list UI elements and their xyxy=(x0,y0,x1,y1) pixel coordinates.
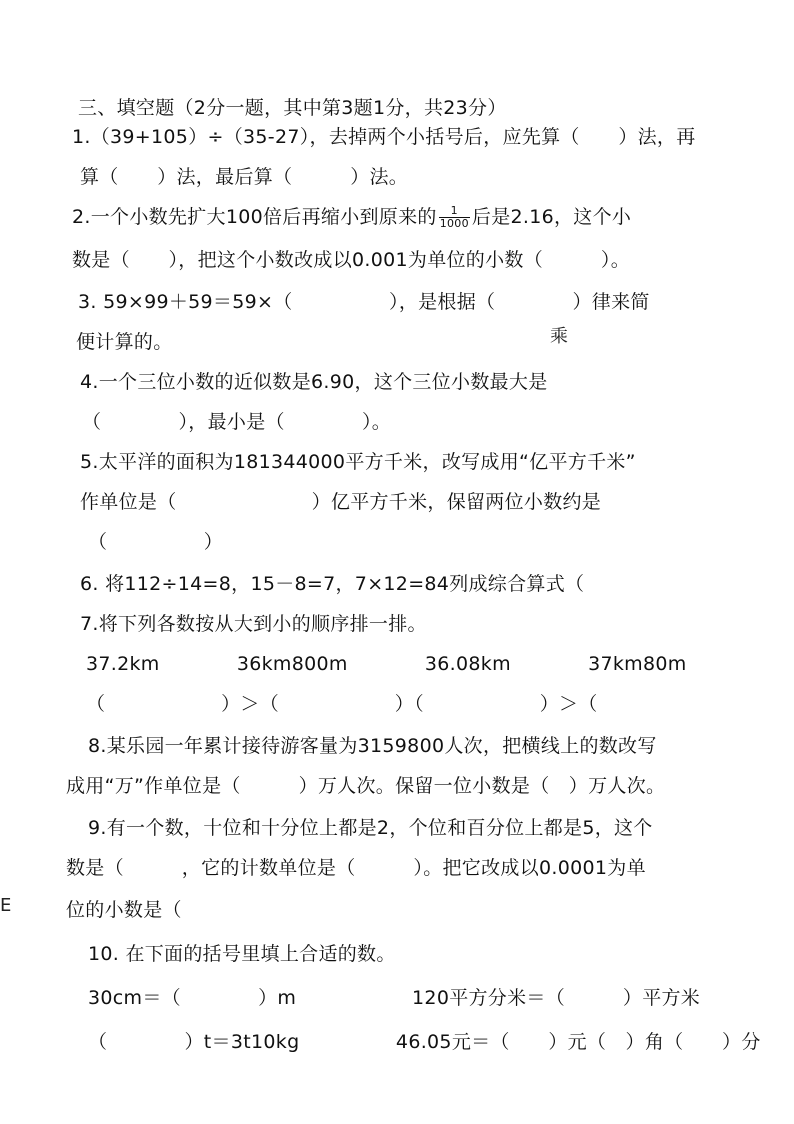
question-7-values: 37.2km 36km800m 36.08km 37km80m xyxy=(86,653,687,675)
section-title: 三、填空题（2分一题，其中第3题1分，共23分） xyxy=(78,97,507,119)
question-6-line-1: 6. 将112÷14=8，15－8=7，7×12=84列成综合算式（ xyxy=(80,573,585,595)
question-8-line-2: 成用“万”作单位是（ ）万人次。保留一位小数是（ ）万人次。 xyxy=(66,775,666,797)
question-5-line-3: （ ） xyxy=(88,531,224,553)
fraction-1-1000 xyxy=(439,205,470,230)
question-9-line-2: 数是（ ，它的计数单位是（ ）。把它改成以0.0001为单 xyxy=(66,857,646,879)
question-7-blanks: （ ）＞（ ）（ ）＞（ xyxy=(86,693,598,715)
question-8-line-1: 8.某乐园一年累计接待游客量为3159800人次，把横线上的数改写 xyxy=(88,735,657,757)
question-2-text-b: 后是2.16，这个小 xyxy=(471,206,632,228)
question-4-line-1: 4.一个三位小数的近似数是6.90，这个三位小数最大是 xyxy=(80,371,548,393)
question-9-line-3: 位的小数是（ xyxy=(66,899,182,921)
question-9-line-1: 9.有一个数，十位和十分位上都是2，个位和百分位上都是5，这个 xyxy=(88,817,653,839)
question-5-line-2: 作单位是（ ）亿平方千米，保留两位小数约是 xyxy=(80,491,602,513)
question-5-line-1: 5.太平洋的面积为181344000平方千米，改写成用“亿平方千米” xyxy=(80,451,636,473)
question-3-line-1: 3. 59×99＋59＝59×（ ），是根据（ ）律来简 xyxy=(78,291,650,313)
question-3-line-2: 便计算的。 xyxy=(76,331,173,353)
margin-mark: E xyxy=(0,895,12,916)
fraction-denominator: 1000 xyxy=(439,217,469,230)
question-1-line-2: 算（ ）法，最后算（ ）法。 xyxy=(80,166,409,188)
question-2-text-a: 2.一个小数先扩大100倍后再缩小到原来的 xyxy=(72,206,437,228)
question-7-line-1: 7.将下列各数按从大到小的顺序排一排。 xyxy=(80,613,427,635)
question-10-line-2: 30cm＝（ ）m 120平方分米＝（ ）平方米 xyxy=(88,987,701,1009)
question-2-line-1 xyxy=(72,205,631,230)
question-1-line-1: 1.（39+105）÷（35-27），去掉两个小括号后，应先算（ ）法，再 xyxy=(72,126,696,148)
handwritten-answer: 乘 xyxy=(550,326,568,347)
question-4-line-2: （ ），最小是（ ）。 xyxy=(82,411,392,433)
fraction-numerator: 1 xyxy=(439,205,470,218)
question-2-line-2: 数是（ ），把这个小数改成以0.001为单位的小数（ ）。 xyxy=(72,249,630,271)
question-10-line-3: （ ）t＝3t10kg 46.05元＝（ ）元（ ）角（ ）分 xyxy=(88,1031,761,1053)
question-10-line-1: 10. 在下面的括号里填上合适的数。 xyxy=(88,943,396,965)
